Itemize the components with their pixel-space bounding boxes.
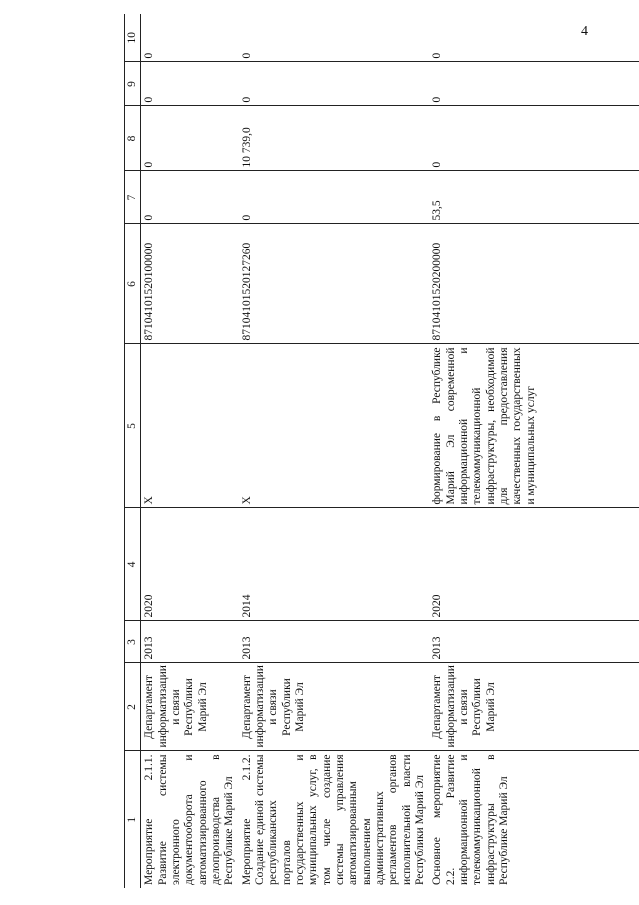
start-year-cell: 2013 [429,621,639,663]
result-cell: формирование в Республике Марий Эл современной информационной и телекоммуникационной инфраструктуры, необходимой для предоставления качественных государственных и муниципальных услуг [429,344,639,508]
result-cell: X [141,344,239,508]
activity-name-cell: Мероприятие 2.1.2. Создание единой системы республиканских порталов государственных и муниципальных услуг, в том числе создание системы управления автоматизированным выполнением административных регламентов органов исполнительной власти Республики Марий Эл [240,754,426,885]
column-header-7: 7 [125,171,141,224]
table-row [239,14,430,888]
value-cell-7: 0 [239,171,430,224]
column-header-9: 9 [125,62,141,106]
value-cell-8: 10 739,0 [239,106,430,171]
column-header-4: 4 [125,508,141,621]
value-cell-10: 0 [141,14,239,62]
value-cell-7: 0 [141,171,239,224]
executor-cell: Департамент информатизации и связи Республики Марий Эл [141,663,239,751]
value-cell-7: 53,5 [429,171,639,224]
column-number-row [125,14,141,888]
column-header-10: 10 [125,14,141,62]
activity-name-cell: Мероприятие 2.1.1. Развитие системы электронного документооборота и автоматизированного делопроизводства в Республике Марий Эл [143,754,236,885]
value-cell-10: 0 [239,14,430,62]
activity-name-cell: Основное мероприятие 2.2. Развитие информационной и телекоммуникационной инфраструктуры в Республике Марий Эл [431,754,510,885]
column-header-8: 8 [125,106,141,171]
budget-code-cell: 87104101520200000 [429,224,639,344]
start-year-cell: 2013 [141,621,239,663]
executor-cell: Департамент информатизации и связи Республики Марий Эл [429,663,639,751]
value-cell-9: 0 [141,62,239,106]
end-year-cell: 2020 [429,508,639,621]
program-activities-table [124,14,639,888]
rotated-table-container [124,14,543,888]
executor-cell: Департамент информатизации и связи Республики Марий Эл [239,663,430,751]
budget-code-cell: 87104101520100000 [141,224,239,344]
end-year-cell: 2020 [141,508,239,621]
value-cell-8: 0 [141,106,239,171]
column-header-2: 2 [125,663,141,751]
value-cell-9: 0 [429,62,639,106]
value-cell-9: 0 [239,62,430,106]
table-row [141,14,239,888]
end-year-cell: 2014 [239,508,430,621]
value-cell-8: 0 [429,106,639,171]
budget-code-cell: 87104101520127260 [239,224,430,344]
table-row [429,14,639,888]
page-number: 4 [581,24,588,39]
column-header-5: 5 [125,344,141,508]
value-cell-10: 0 [429,14,639,62]
column-header-6: 6 [125,224,141,344]
result-cell: X [239,344,430,508]
start-year-cell: 2013 [239,621,430,663]
column-header-3: 3 [125,621,141,663]
column-header-1: 1 [125,751,141,888]
